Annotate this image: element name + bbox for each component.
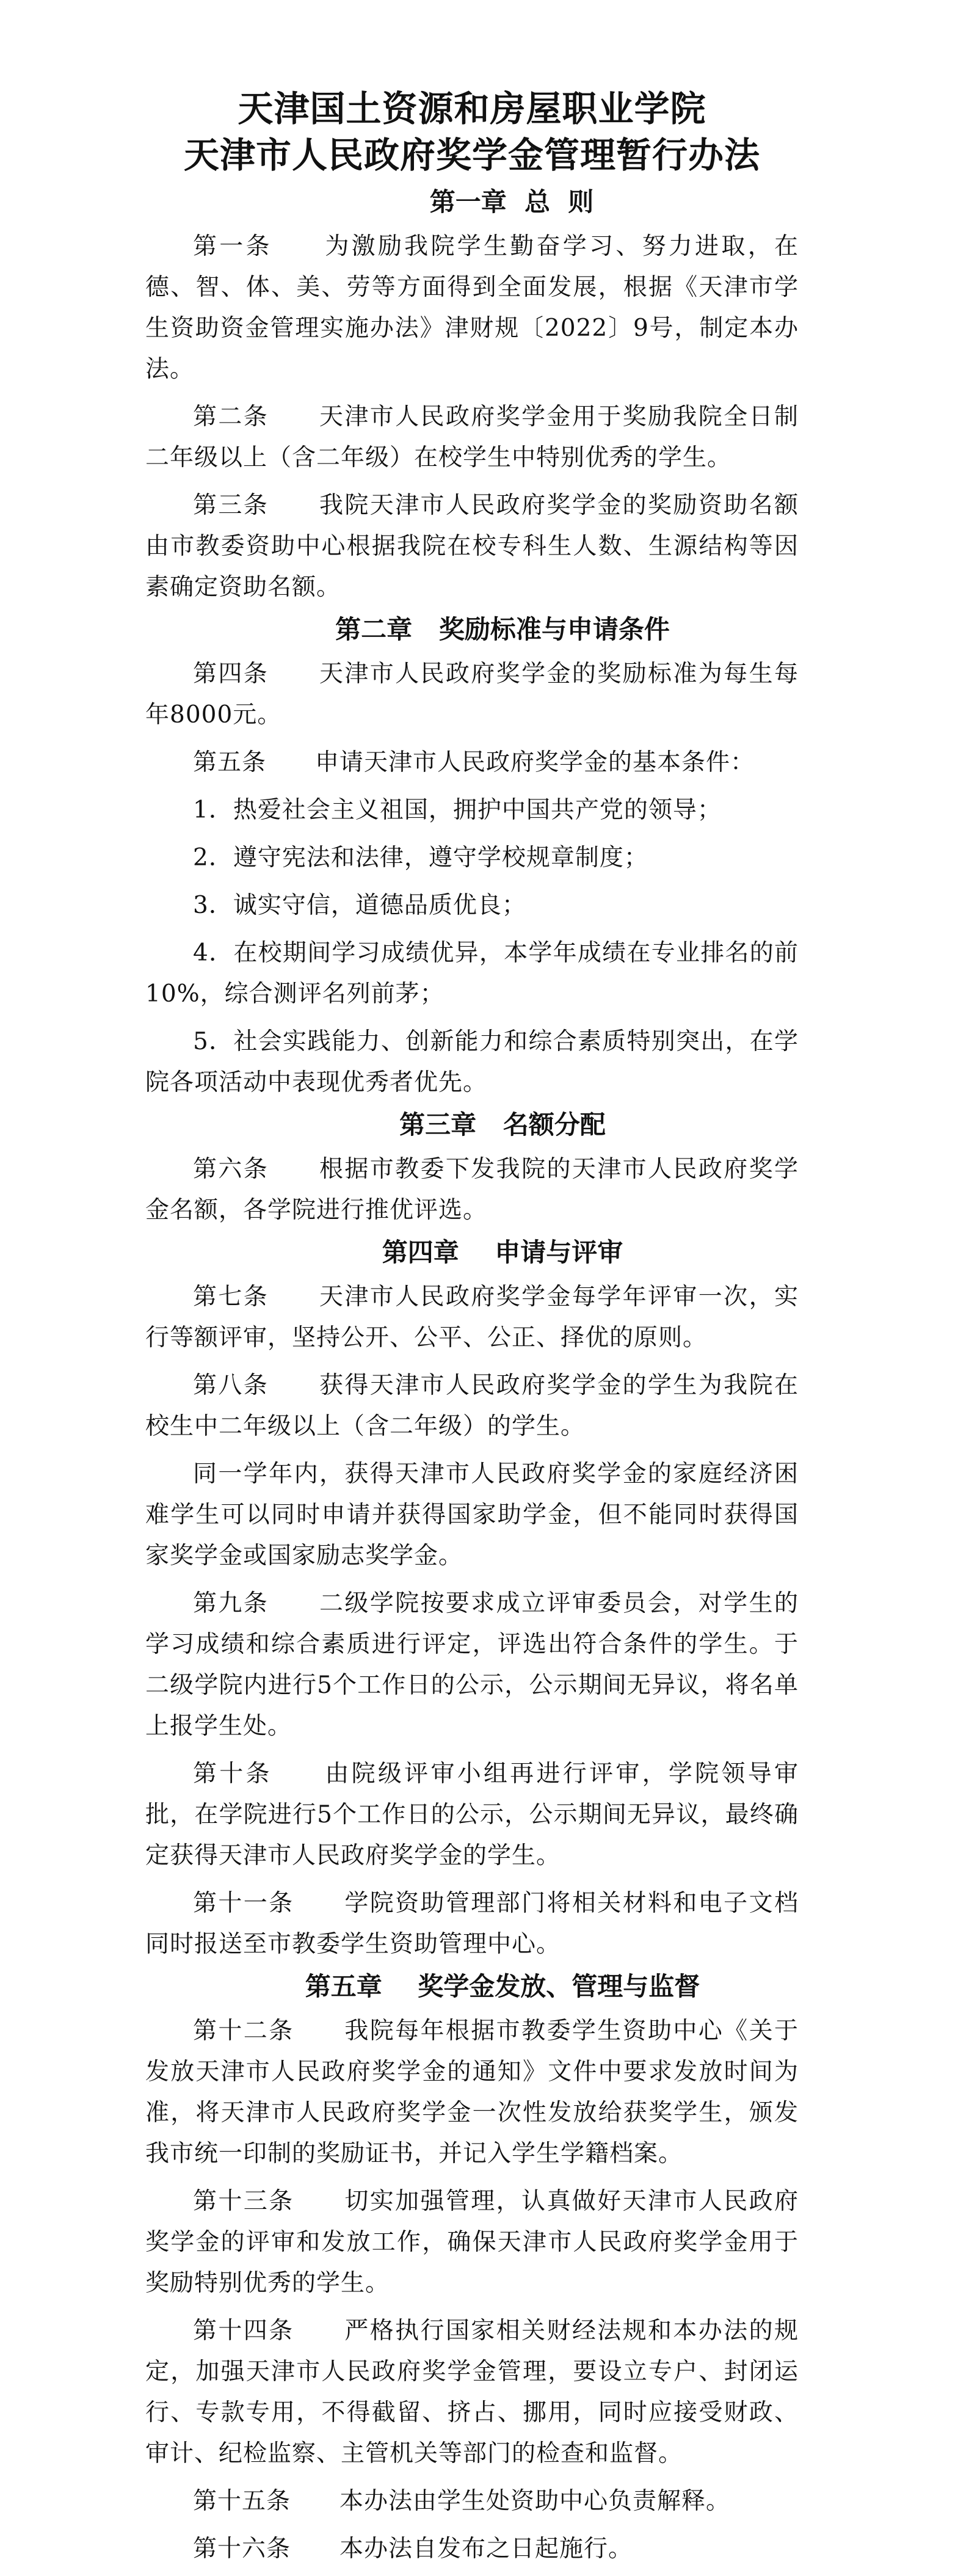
chapter-section	[145, 1237, 799, 1965]
article-number: 第十五条	[193, 2487, 291, 2515]
chapter-heading: 第三章 名额分配	[399, 1110, 606, 1140]
chapter-heading: 第五章 奖学金发放、管理与监督	[305, 1971, 700, 2001]
article-paragraph	[145, 933, 799, 1014]
article-text: 本办法由学生处资助中心负责解释。	[339, 2487, 731, 2515]
article-text: 根据市教委下发我院的天津市人民政府奖学金名额，各学院进行推优评选。	[145, 1155, 799, 1224]
article-text: 1．热爱社会主义祖国，拥护中国共产党的领导；	[193, 796, 722, 824]
document	[145, 86, 799, 2576]
article-paragraph	[145, 1883, 799, 1965]
article-number: 第五条	[193, 749, 267, 776]
title-line-regulation: 天津市人民政府奖学金管理暂行办法	[183, 134, 760, 176]
article-text: 天津市人民政府奖学金用于奖励我院全日制二年级以上（含二年级）在校学生中特别优秀的学生。	[145, 403, 799, 471]
title-line-institution: 天津国土资源和房屋职业学院	[238, 88, 706, 129]
article-text: 申请天津市人民政府奖学金的基本条件：	[315, 749, 755, 776]
article-paragraph	[145, 885, 799, 926]
chapter-heading: 第一章 总 则	[429, 187, 594, 217]
article-number: 第十一条	[193, 1890, 294, 1917]
article-paragraph	[145, 742, 799, 783]
article-number: 第十六条	[193, 2535, 291, 2563]
article-paragraph	[145, 1753, 799, 1876]
article-paragraph	[145, 653, 799, 735]
article-number: 第七条	[193, 1283, 269, 1311]
article-number: 第十三条	[193, 2188, 294, 2215]
chapter-section	[145, 187, 799, 608]
article-paragraph	[145, 2481, 799, 2522]
article-number: 第一条	[193, 233, 272, 260]
chapter-heading: 第四章 申请与评审	[382, 1237, 623, 1267]
article-paragraph	[145, 485, 799, 608]
article-number: 第二条	[193, 403, 269, 431]
article-paragraph	[145, 2528, 799, 2569]
article-paragraph	[145, 1021, 799, 1103]
article-text: 5．社会实践能力、创新能力和综合素质特别突出，在学院各项活动中表现优秀者优先。	[145, 1028, 799, 1096]
chapter-section	[145, 1971, 799, 2569]
article-number: 第九条	[193, 1590, 269, 1617]
chapter-section	[145, 614, 799, 1103]
article-paragraph	[145, 790, 799, 831]
article-number: 第十二条	[193, 2017, 294, 2045]
article-text: 天津市人民政府奖学金的奖励标准为每生每年8000元。	[145, 660, 799, 729]
article-paragraph	[145, 2010, 799, 2174]
article-text: 严格执行国家相关财经法规和本办法的规定，加强天津市人民政府奖学金管理，要设立专户、封闭运行、专款专用，不得截留、挤占、挪用，同时应接受财政、审计、纪检监察、主管机关等部门的检查和监督。	[145, 2317, 799, 2467]
article-paragraph	[145, 1454, 799, 1576]
article-text: 为激励我院学生勤奋学习、努力进取，在德、智、体、美、劳等方面得到全面发展，根据《天津市学生资助资金管理实施办法》津财规〔2022〕9号，制定本办法。	[145, 233, 799, 383]
document-body	[145, 187, 799, 2569]
article-paragraph	[145, 226, 799, 390]
article-paragraph	[145, 837, 799, 878]
article-paragraph	[145, 2310, 799, 2474]
article-text: 本办法自发布之日起施行。	[339, 2535, 633, 2563]
chapter-section	[145, 1110, 799, 1231]
article-paragraph	[145, 1365, 799, 1447]
article-text: 学院资助管理部门将相关材料和电子文档同时报送至市教委学生资助管理中心。	[145, 1890, 799, 1958]
article-text: 我院天津市人民政府奖学金的奖励资助名额由市教委资助中心根据我院在校专科生人数、生源结构等因素确定资助名额。	[145, 492, 799, 601]
article-number: 第十条	[193, 1760, 272, 1788]
article-text: 天津市人民政府奖学金每学年评审一次，实行等额评审，坚持公开、公平、公正、择优的原则。	[145, 1283, 799, 1352]
chapter-heading: 第二章 奖励标准与申请条件	[335, 614, 670, 644]
article-paragraph	[145, 1583, 799, 1747]
article-text: 获得天津市人民政府奖学金的学生为我院在校生中二年级以上（含二年级）的学生。	[145, 1372, 799, 1440]
article-text: 3．诚实守信，道德品质优良；	[193, 892, 526, 919]
article-text: 我院每年根据市教委学生资助中心《关于发放天津市人民政府奖学金的通知》文件中要求发放时间为准，将天津市人民政府奖学金一次性发放给获奖学生，颁发我市统一印制的奖励证书，并记入学生学籍档案。	[145, 2017, 799, 2167]
article-text: 同一学年内，获得天津市人民政府奖学金的家庭经济困难学生可以同时申请并获得国家助学金，但不能同时获得国家奖学金或国家励志奖学金。	[145, 1460, 799, 1570]
article-text: 2．遵守宪法和法律，遵守学校规章制度；	[193, 844, 648, 871]
article-text: 由院级评审小组再进行评审，学院领导审批，在学院进行5个工作日的公示，公示期间无异议，最终确定获得天津市人民政府奖学金的学生。	[145, 1760, 799, 1869]
article-number: 第四条	[193, 660, 269, 688]
article-number: 第三条	[193, 492, 269, 519]
article-number: 第八条	[193, 1372, 269, 1399]
article-number: 第六条	[193, 1155, 269, 1183]
article-paragraph	[145, 396, 799, 478]
article-text: 二级学院按要求成立评审委员会，对学生的学习成绩和综合素质进行评定，评选出符合条件的学生。于二级学院内进行5个工作日的公示，公示期间无异议，将名单上报学生处。	[145, 1590, 799, 1740]
article-paragraph	[145, 2181, 799, 2304]
article-number: 第十四条	[193, 2317, 294, 2345]
article-paragraph	[145, 1276, 799, 1358]
article-text: 切实加强管理，认真做好天津市人民政府奖学金的评审和发放工作，确保天津市人民政府奖学金用于奖励特别优秀的学生。	[145, 2188, 799, 2297]
document-title	[145, 86, 799, 178]
article-paragraph	[145, 1149, 799, 1231]
article-text: 4．在校期间学习成绩优异，本学年成绩在专业排名的前10%，综合测评名列前茅；	[145, 939, 799, 1008]
